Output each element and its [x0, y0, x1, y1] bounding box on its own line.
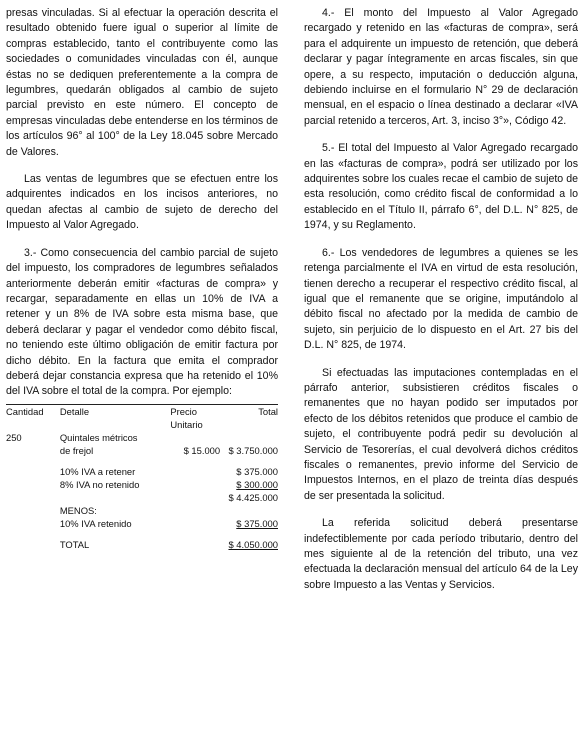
- right-column: [304, 6, 578, 605]
- table-row: [6, 444, 278, 457]
- menos-item-value: $ 375.000: [236, 517, 278, 529]
- table-row: [6, 517, 278, 530]
- paragraph-empresas-vinculadas: presas vinculadas. Si al efectuar la operación descrita el resultado obtenido fuere igual o superior al límite de compras establecido, tanto el contribuyente como las sociedades o comunidades vinculadas con él, aunque éstas no se dediquen preferentemente a la compra de legumbres, quedarán obligados al cambio de sujeto parcial previsto en este número. El concepto de empresas vinculadas debe entenderse en los términos de los artículos 96° al 100° de la Ley 18.045 sobre Mercado de Valores.: [6, 7, 278, 158]
- paragraph-imputaciones: Si efectuadas las imputaciones contempladas en el párrafo anterior, subsistieren créditos fiscales o remanentes que no hayan podido ser imputados por efecto de los débitos retenidos que produce el cambio de sujeto, el contribuyente podrá pedir su devolución al Servicio de Tesorerías, el cual devolverá dichos créditos fiscales o remanentes, previo informe del Servicio de Impuestos Internos, en el plazo de treinta días después de ser presentada la solicitud.: [304, 366, 578, 502]
- table-row: [6, 504, 278, 517]
- menos-item-label: 10% IVA retenido: [59, 517, 132, 529]
- table-row: [6, 478, 278, 491]
- paragraph-3-facturas-compra: 3.- Como consecuencia del cambio parcial de sujeto del impuesto, los compradores de legumbres señalados anteriormente deberán emitir «facturas de compra» y recargar, separadamente en ellas un 10% de IVA a retener y un 8% de IVA sobre esta misma base, que deberá declarar y pagar el vendedor como débito fiscal, no teniendo este último obligación de emitir factura por dicho débito. En la factura que emita el comprador deberá dejar constancia expresa que ha retenido el 10% del IVA sobre el total de la compra. Por ejemplo:: [6, 246, 278, 398]
- row-unit-price: $ 15.000: [183, 444, 221, 456]
- paragraph-ventas-legumbres: Las ventas de legumbres que se efectuen entre los adquirentes indicados en los incisos anteriores, no quedan afectas al cambio de sujeto de derecho del Impuesto al Valor Agregado.: [6, 173, 278, 232]
- table-row: [6, 538, 278, 551]
- table-row: [6, 465, 278, 478]
- total-label: TOTAL: [59, 538, 90, 550]
- header-total: Total: [258, 405, 278, 417]
- header-cantidad: Cantidad: [6, 405, 44, 417]
- iva-no-retenido-value: $ 300.000: [236, 478, 278, 490]
- subtotal-value: $ 4.425.000: [228, 491, 278, 503]
- table-row: [6, 491, 278, 504]
- paragraph-4-monto-iva: 4.- El monto del Impuesto al Valor Agregado recargado y retenido en las «facturas de compra», será para el adquirente un impuesto de retención, que deberá declarar y pagar íntegramente en arcas fiscales, sin que opere, a su respecto, imputación o deducción alguna, debiendo incluirse en el formulario N° 29 de declaración mensual, en el espacio o línea destinado a declarar «IVA parcial retenido a terceros, Art. 3, inciso 3°», Código 42.: [304, 7, 578, 127]
- row-quantity: 250: [6, 431, 22, 443]
- table-row: [6, 431, 278, 444]
- row-item-line2: de frejol: [59, 444, 94, 456]
- row-item-line1: Quintales métricos: [59, 431, 138, 443]
- iva-retener-label: 10% IVA a retener: [59, 465, 136, 477]
- example-invoice-table: [6, 405, 278, 551]
- iva-no-retenido-label: 8% IVA no retenido: [59, 478, 140, 490]
- total-value: $ 4.050.000: [228, 538, 278, 550]
- paragraph-solicitud: La referida solicitud deberá presentarse indefectiblemente por cada período tributario, dentro del mes siguiente al de la retención del tributo, una vez efectuada la declaración mensual del artículo 64 de la Ley sobre Impuesto a las Ventas y Servicios.: [304, 517, 578, 591]
- paragraph-6-vendedores: 6.- Los vendedores de legumbres a quienes se les retenga parcialmente el IVA en virtud de esta resolución, tienen derecho a recuperar el respectivo crédito fiscal, al igual que el remanente que se origine, imputándolo al débito fiscal no afectado por la medida de cambio de sujeto, sin perjuicio de lo dispuesto en el Art. 27 bis del D.L. N° 825, de 1974.: [304, 246, 578, 352]
- header-detalle: Detalle: [59, 405, 90, 417]
- iva-retener-value: $ 375.000: [236, 465, 278, 477]
- menos-label: MENOS:: [59, 504, 97, 516]
- paragraph-5-credito-fiscal: 5.- El total del Impuesto al Valor Agregado recargado en las «facturas de compra», podrá ser utilizado por los adquirentes sobre los cuales recae el cambio de sujeto de esta resolución, como crédito fiscal de conformidad a lo establecido en el Título II, párrafo 6°, del D.L. N° 825, de 1974, y su Reglamento.: [304, 142, 578, 232]
- table-header-row: [6, 405, 278, 431]
- left-column: [6, 6, 278, 551]
- row-line-total: $ 3.750.000: [228, 444, 278, 456]
- header-precio-unitario: Precio Unitario: [170, 405, 203, 430]
